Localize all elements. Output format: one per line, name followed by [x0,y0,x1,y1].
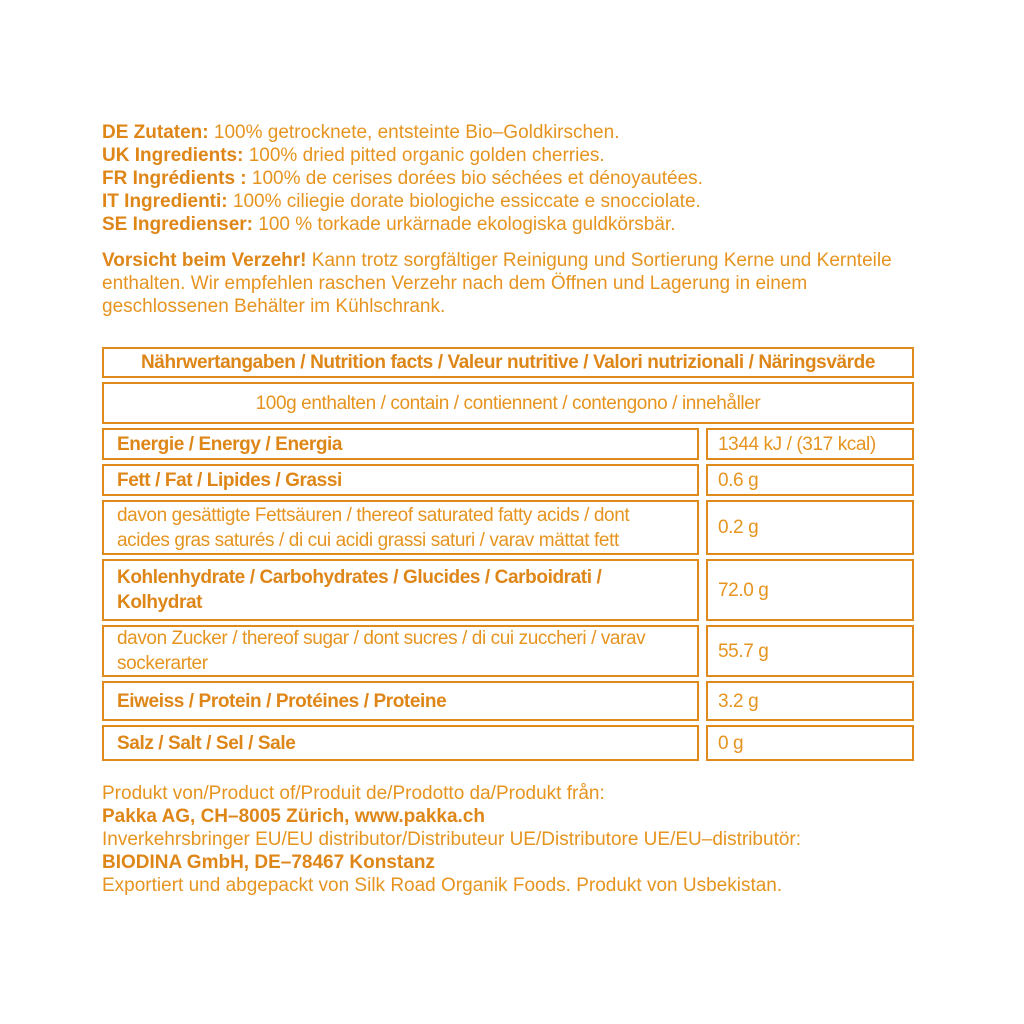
ingredient-line [102,144,914,167]
nutrition-table-title: Nährwertangaben / Nutrition facts / Valeur nutritive / Valori nutrizionali / Näringsvärde [102,347,914,378]
warning-paragraph [102,249,914,318]
nutrient-label: Fett / Fat / Lipides / Grassi [102,464,699,496]
ingredient-language-prefix: UK Ingredients: [102,145,244,166]
ingredient-line [102,167,914,190]
producer-line: Exportiert und abgepackt von Silk Road Organik Foods. Produkt von Usbekistan. [102,875,783,896]
nutrient-value: 72.0 g [706,559,914,621]
ingredient-line [102,213,914,236]
ingredient-text: 100% de cerises dorées bio séchées et dénoyautées. [251,168,703,189]
nutrient-value: 0.6 g [706,464,914,496]
nutrient-value: 55.7 g [706,625,914,677]
nutrient-value: 1344 kJ / (317 kcal) [706,428,914,460]
producer-section [102,782,914,897]
nutrient-label: Eiweiss / Protein / Protéines / Proteine [102,681,699,721]
ingredient-language-prefix: FR Ingrédients : [102,168,247,189]
nutrient-value: 0 g [706,725,914,761]
warning-prefix: Vorsicht beim Verzehr! [102,250,307,271]
nutrient-label: Salz / Salt / Sel / Sale [102,725,699,761]
ingredient-language-prefix: SE Ingredienser: [102,214,253,235]
nutrient-value: 0.2 g [706,500,914,555]
ingredients-section [102,121,914,236]
ingredient-language-prefix: DE Zutaten: [102,122,209,143]
nutrition-table [102,347,914,761]
ingredient-language-prefix: IT Ingredienti: [102,191,228,212]
producer-line: Produkt von/Product of/Produit de/Prodotto da/Produkt från: [102,783,605,804]
nutrition-table-serving: 100g enthalten / contain / contiennent / contengono / innehåller [102,382,914,424]
ingredient-text: 100% ciliegie dorate biologiche essiccate e snocciolate. [232,191,701,212]
nutrient-label: davon Zucker / thereof sugar / dont sucres / di cui zuccheri / varav sockerarter [102,625,699,677]
producer-line: BIODINA GmbH, DE–78467 Konstanz [102,852,435,873]
ingredient-line [102,121,914,144]
ingredient-line [102,190,914,213]
nutrient-label: davon gesättigte Fettsäuren / thereof saturated fatty acids / dont acides gras saturés / di cui acidi grassi saturi / varav mättat fett [102,500,699,555]
product-label-sheet [102,121,914,897]
nutrient-label: Kohlenhydrate / Carbohydrates / Glucides / Carboidrati / Kolhydrat [102,559,699,621]
nutrient-label: Energie / Energy / Energia [102,428,699,460]
nutrient-value: 3.2 g [706,681,914,721]
warning-text: Kann trotz sorgfältiger Reinigung und Sortierung Kerne und Kernteile enthalten. Wir empfehlen raschen Verzehr nach dem Öffnen und Lagerung in einem geschlossenen Behälter im Kühlschrank. [102,250,892,317]
producer-line: Inverkehrsbringer EU/EU distributor/Distributeur UE/Distributore UE/EU–distributör: [102,829,802,850]
ingredient-text: 100% getrocknete, entsteinte Bio–Goldkirschen. [213,122,620,143]
ingredient-text: 100% dried pitted organic golden cherries. [248,145,605,166]
producer-line: Pakka AG, CH–8005 Zürich, www.pakka.ch [102,806,485,827]
ingredient-text: 100 % torkade urkärnade ekologiska guldkörsbär. [258,214,676,235]
